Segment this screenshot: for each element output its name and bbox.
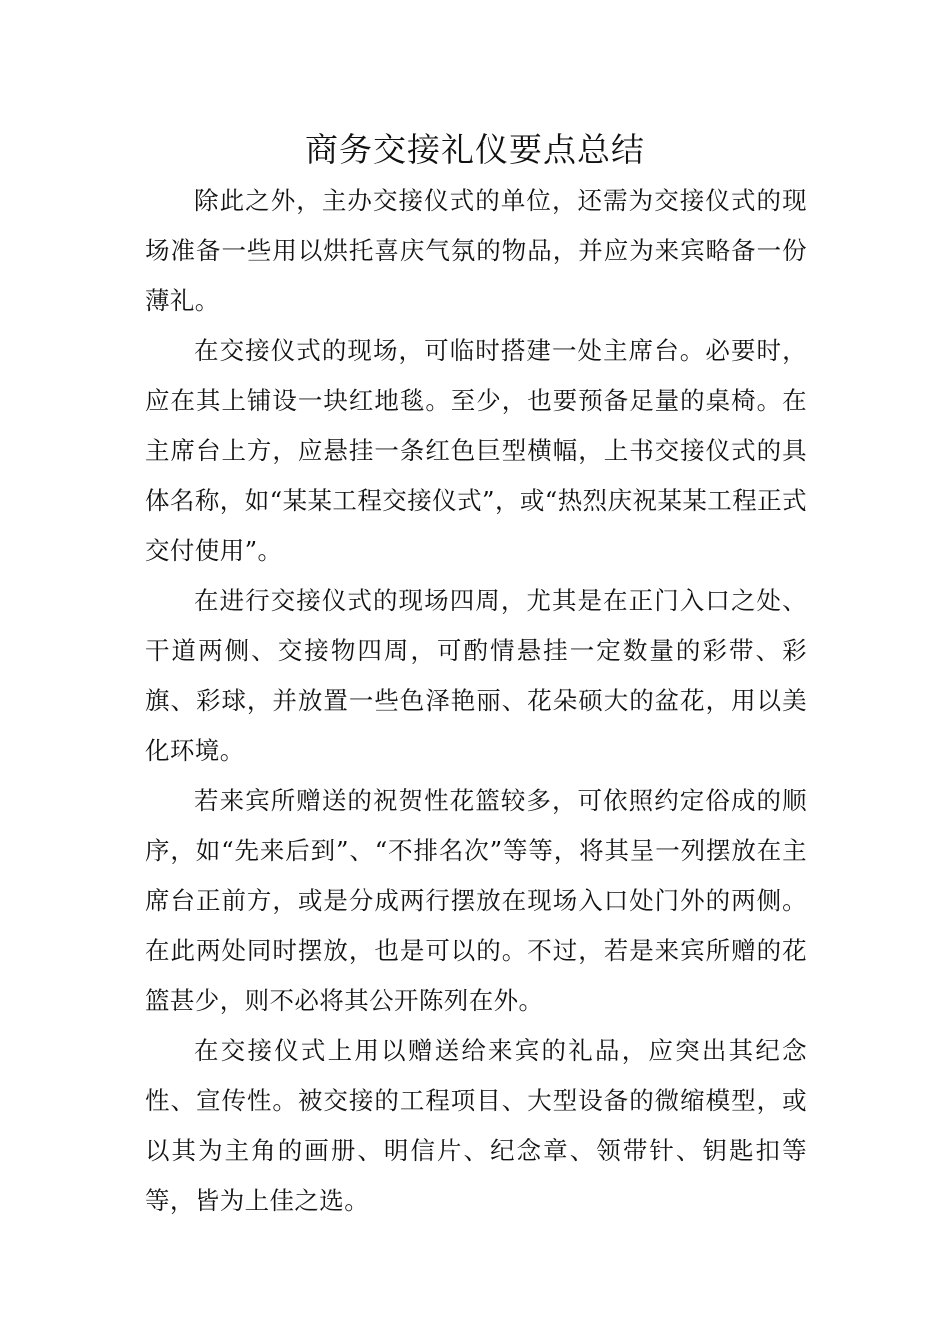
paragraph: 在交接仪式上用以赠送给来宾的礼品，应突出其纪念性、宣传性。被交接的工程项目、大型设备的微缩模型，或以其为主角的画册、明信片、纪念章、领带针、钥匙扣等等，皆为上佳之选。 bbox=[145, 1036, 807, 1215]
document-title: 商务交接礼仪要点总结 bbox=[305, 130, 645, 169]
paragraph: 在交接仪式的现场，可临时搭建一处主席台。必要时，应在其上铺设一块红地毯。至少，也要预备足量的桌椅。在主席台上方，应悬挂一条红色巨型横幅，上书交接仪式的具体名称，如“某某工程交接仪式”，或“热烈庆祝某某工程正式交付使用”。 bbox=[145, 336, 807, 565]
paragraph: 在进行交接仪式的现场四周，尤其是在正门入口之处、干道两侧、交接物四周，可酌情悬挂一定数量的彩带、彩旗、彩球，并放置一些色泽艳丽、花朵硕大的盆花，用以美化环境。 bbox=[145, 586, 807, 765]
paragraph: 若来宾所赠送的祝贺性花篮较多，可依照约定俗成的顺序，如“先来后到”、“不排名次”等等，将其呈一列摆放在主席台正前方，或是分成两行摆放在现场入口处门外的两侧。在此两处同时摆放，也是可以的。不过，若是来宾所赠的花篮甚少，则不必将其公开陈列在外。 bbox=[145, 786, 807, 1015]
paragraph: 除此之外，主办交接仪式的单位，还需为交接仪式的现场准备一些用以烘托喜庆气氛的物品，并应为来宾略备一份薄礼。 bbox=[145, 186, 807, 315]
document-body bbox=[145, 176, 807, 1226]
